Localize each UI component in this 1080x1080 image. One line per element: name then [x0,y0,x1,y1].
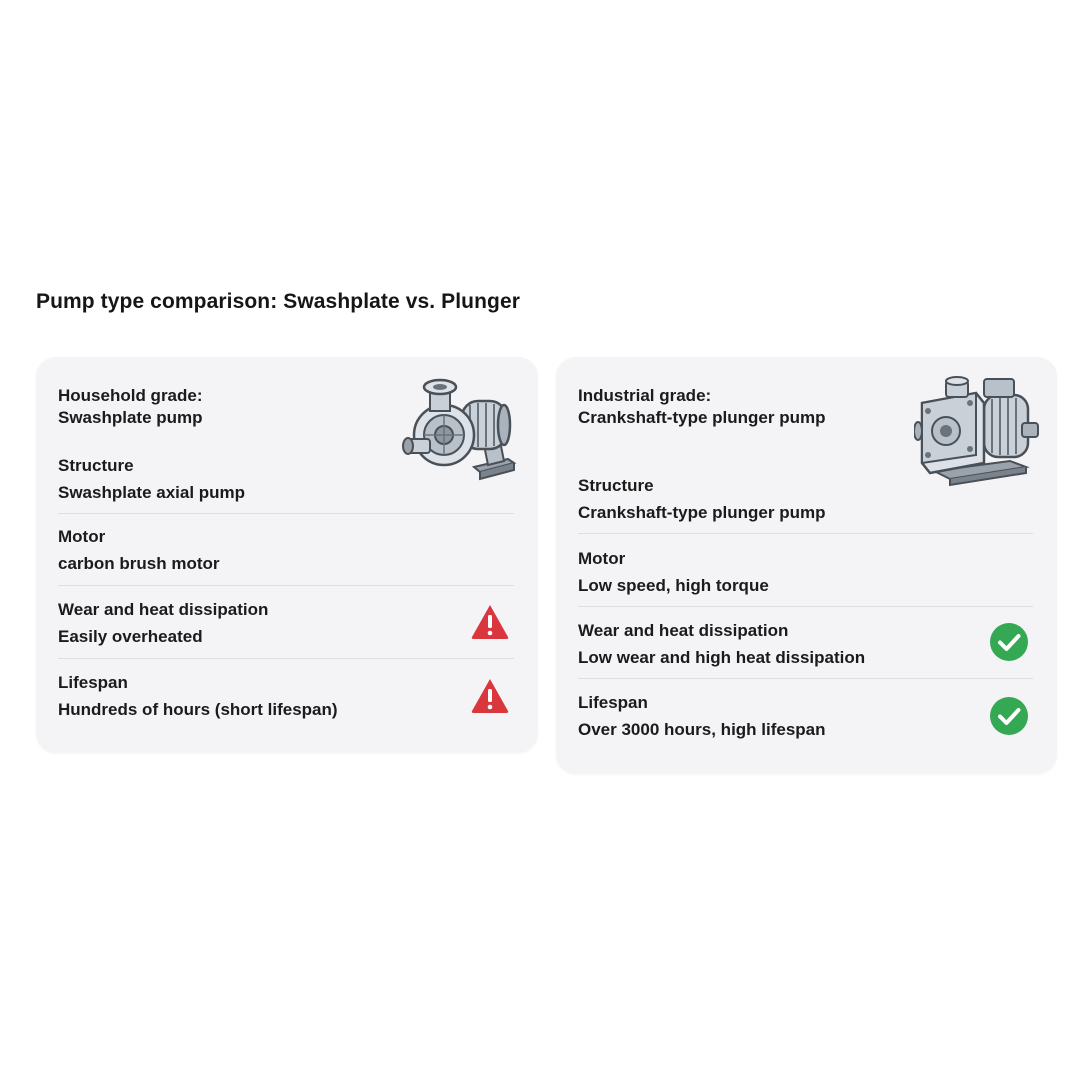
row-divider [58,658,514,659]
row-label: Motor [58,527,106,546]
row-label: Structure [58,456,134,475]
row-label: Motor [578,549,626,568]
row-wear-heat [578,620,1033,669]
row-divider [578,678,1033,679]
row-label: Lifespan [578,693,648,712]
grade-line-1: Industrial grade: [578,386,712,405]
row-divider [58,585,514,586]
grade-line-1: Household grade: [58,386,203,405]
card-grade-heading [58,385,203,429]
household-pump-card [36,357,538,753]
row-label: Wear and heat dissipation [578,621,789,640]
check-circle-icon [989,622,1029,662]
row-lifespan [58,672,514,721]
row-lifespan [578,692,1033,741]
row-divider [578,606,1033,607]
row-structure [578,475,1033,524]
row-value: Low speed, high torque [578,576,769,595]
row-value: Over 3000 hours, high lifespan [578,720,826,739]
row-wear-heat [58,599,514,648]
card-grade-heading [578,385,825,429]
row-value: carbon brush motor [58,554,220,573]
check-circle-icon [989,696,1029,736]
row-structure [58,455,514,504]
row-value: Hundreds of hours (short lifespan) [58,700,338,719]
row-motor [58,526,514,575]
grade-line-2: Swashplate pump [58,408,203,427]
warning-triangle-icon [470,676,510,716]
row-label: Structure [578,476,654,495]
row-motor [578,548,1033,597]
row-value: Easily overheated [58,627,203,646]
row-label: Lifespan [58,673,128,692]
row-value: Crankshaft-type plunger pump [578,503,826,522]
page-title: Pump type comparison: Swashplate vs. Plunger [36,290,521,313]
grade-line-2: Crankshaft-type plunger pump [578,408,826,427]
row-value: Swashplate axial pump [58,483,246,502]
row-divider [58,513,514,514]
row-label: Wear and heat dissipation [58,600,269,619]
warning-triangle-icon [470,602,510,642]
row-value: Low wear and high heat dissipation [578,648,866,667]
row-divider [578,533,1033,534]
industrial-pump-card [556,357,1057,774]
